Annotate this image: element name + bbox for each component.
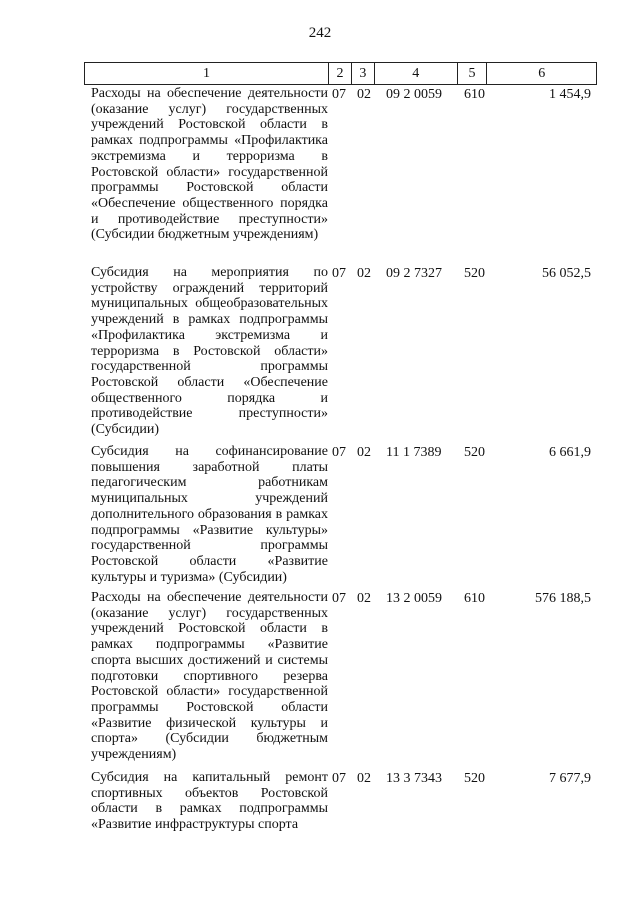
row-expense-type: 610: [464, 87, 485, 102]
page-number: 242: [308, 25, 332, 41]
row-section: 07: [332, 266, 346, 281]
row-amount: 1 454,9: [549, 87, 591, 102]
row-subsection: 02: [357, 771, 371, 786]
row-section: 07: [332, 771, 346, 786]
row-target-article: 11 1 7389: [386, 445, 442, 460]
row-section: 07: [332, 445, 346, 460]
row-amount: 6 661,9: [549, 445, 591, 460]
row-subsection: 02: [357, 591, 371, 606]
row-description: Расходы на обеспечение деятельности (оказание услуг) государственных учреждений Ростовской области в рамках подпрограммы «Развитие спорта высших достижений и системы подготовки спортивного резерва Ростовской области» государственной программы Ростовской области «Развитие физической культуры и спорта» (Субсидии бюджетным учреждениям): [91, 590, 328, 763]
row-amount: 576 188,5: [535, 591, 591, 606]
table-row: [84, 770, 597, 840]
table-row: [84, 590, 597, 770]
row-expense-type: 610: [464, 591, 485, 606]
row-amount: 56 052,5: [542, 266, 591, 281]
row-section: 07: [332, 87, 346, 102]
row-target-article: 09 2 7327: [386, 266, 442, 281]
row-expense-type: 520: [464, 445, 485, 460]
header-col-3: 3: [351, 63, 374, 84]
row-target-article: 13 3 7343: [386, 771, 442, 786]
table-row: [84, 265, 597, 444]
row-target-article: 09 2 0059: [386, 87, 442, 102]
row-description: Расходы на обеспечение деятельности (оказание услуг) государственных учреждений Ростовской области в рамках подпрограммы «Профилактика экстремизма и терроризма в Ростовской области» государственной программы Ростовской области «Обеспечение общественного порядка и противодействие преступности» (Субсидии бюджетным учреждениям): [91, 86, 328, 243]
row-target-article: 13 2 0059: [386, 591, 442, 606]
row-section: 07: [332, 591, 346, 606]
row-description: Субсидия на капитальный ремонт спортивных объектов Ростовской области в рамках подпрограммы «Развитие инфраструктуры спорта: [91, 770, 328, 833]
row-expense-type: 520: [464, 771, 485, 786]
table-header: [84, 62, 597, 85]
row-subsection: 02: [357, 445, 371, 460]
header-col-6: 6: [486, 63, 596, 84]
row-expense-type: 520: [464, 266, 485, 281]
row-description: Субсидия на софинансирование повышения заработной платы педагогическим работникам муниципальных учреждений дополнительного образования в рамках подпрограммы «Развитие культуры» государственной программы Ростовской области «Развитие культуры и туризма» (Субсидии): [91, 444, 328, 585]
header-col-1: 1: [203, 65, 211, 81]
table-row: [84, 444, 597, 590]
row-subsection: 02: [357, 266, 371, 281]
row-description: Субсидия на мероприятия по устройству ограждений территорий муниципальных общеобразовательных учреждений в рамках подпрограммы «Профилактика экстремизма и терроризма в Ростовской области» государственной программы Ростовской области «Обеспечение общественного порядка и противодействие преступности» (Субсидии): [91, 265, 328, 438]
row-subsection: 02: [357, 87, 371, 102]
table-body: [84, 86, 597, 840]
header-col-2: 2: [328, 63, 351, 84]
header-col-5: 5: [457, 63, 487, 84]
row-amount: 7 677,9: [549, 771, 591, 786]
table-row: [84, 86, 597, 265]
header-col-4: 4: [374, 63, 457, 84]
